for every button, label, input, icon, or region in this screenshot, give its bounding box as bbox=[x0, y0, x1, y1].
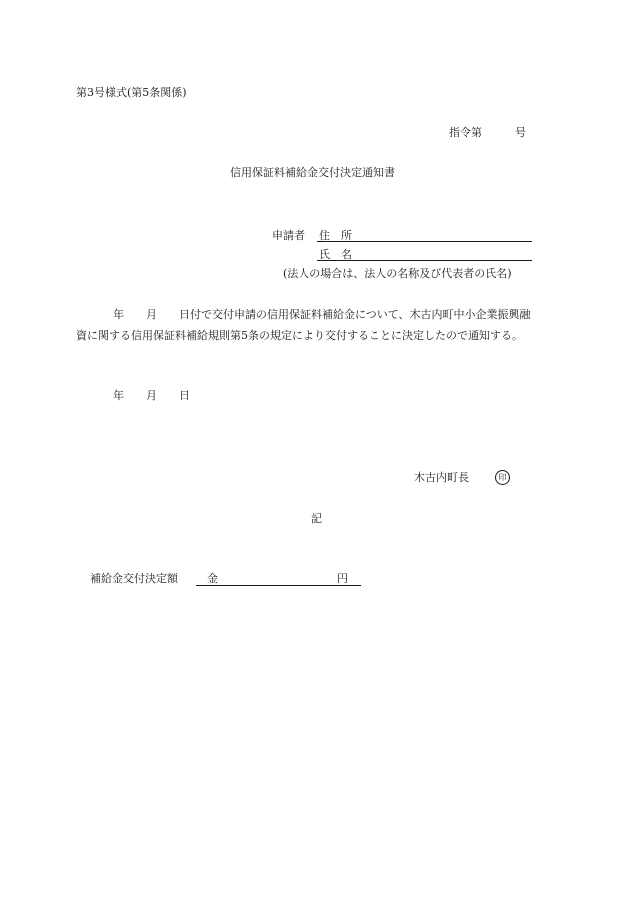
amount-prefix: 金 bbox=[207, 572, 218, 585]
command-number: 指令第 号 bbox=[449, 126, 526, 139]
issuer-name: 木古内町長 bbox=[414, 471, 469, 484]
applicant-label: 申請者 bbox=[272, 229, 305, 242]
address-label: 住 所 bbox=[319, 229, 352, 242]
address-underline bbox=[317, 241, 532, 242]
form-number: 第3号様式(第5条関係) bbox=[76, 86, 187, 99]
name-underline bbox=[317, 260, 532, 261]
document-title: 信用保証料補給金交付決定通知書 bbox=[230, 166, 395, 179]
ki-heading: 記 bbox=[311, 512, 322, 525]
body-line-1: 年 月 日付で交付申請の信用保証料補給金について、木古内町中小企業振興融 bbox=[113, 308, 531, 321]
amount-suffix: 円 bbox=[337, 572, 348, 585]
applicant-note: (法人の場合は、法人の名称及び代表者の氏名) bbox=[283, 267, 512, 280]
amount-underline bbox=[196, 585, 361, 586]
amount-label: 補給金交付決定額 bbox=[90, 572, 178, 585]
name-label: 氏 名 bbox=[319, 248, 352, 261]
seal-mark: 印 bbox=[495, 470, 510, 485]
issue-date: 年 月 日 bbox=[113, 389, 190, 402]
body-line-2: 資に関する信用保証料補給規則第5条の規定により交付することに決定したので通知する。 bbox=[76, 329, 523, 342]
